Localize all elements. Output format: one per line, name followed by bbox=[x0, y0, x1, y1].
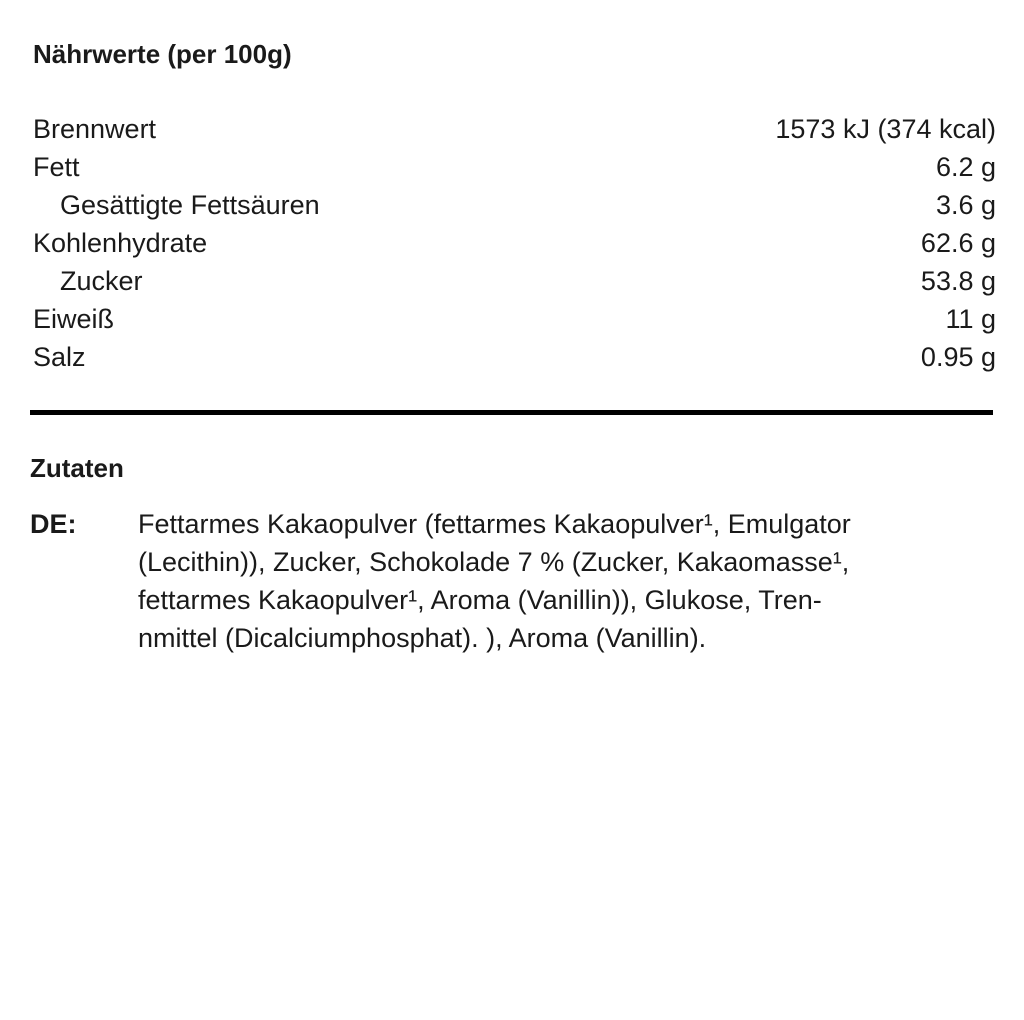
nutrition-row-saturated-fat bbox=[33, 186, 996, 224]
ingredients-text bbox=[138, 505, 990, 657]
nutrition-row-carbohydrates bbox=[33, 224, 996, 262]
nutrition-row-sugar bbox=[33, 262, 996, 300]
nutrition-row-energy bbox=[33, 110, 996, 148]
nutrition-row-fat bbox=[33, 148, 996, 186]
nutrition-value: 53.8 g bbox=[920, 266, 996, 296]
nutrition-table bbox=[33, 110, 996, 376]
nutrition-label: Brennwert bbox=[33, 114, 157, 144]
nutrition-label: Kohlenhydrate bbox=[33, 228, 208, 258]
nutrition-label: Eiweiß bbox=[33, 304, 115, 334]
nutrition-value: 6.2 g bbox=[935, 152, 996, 182]
nutrition-label: Gesättigte Fettsäuren bbox=[60, 190, 320, 220]
nutrition-label: Zucker bbox=[60, 266, 143, 296]
ingredients-language-code: DE: bbox=[30, 509, 77, 539]
nutrition-value: 0.95 g bbox=[920, 342, 996, 372]
nutrition-value: 11 g bbox=[945, 304, 996, 334]
ingredients-line: fettarmes Kakaopulver¹, Aroma (Vanillin)), Glukose, Tren- bbox=[138, 585, 822, 615]
ingredients-line: Fettarmes Kakaopulver (fettarmes Kakaopulver¹, Emulgator bbox=[138, 509, 851, 539]
ingredients-block bbox=[30, 505, 990, 657]
nutrition-title: Nährwerte (per 100g) bbox=[33, 39, 292, 69]
ingredients-title: Zutaten bbox=[30, 453, 124, 483]
nutrition-value: 62.6 g bbox=[920, 228, 996, 258]
section-divider bbox=[30, 410, 993, 415]
ingredients-line: nmittel (Dicalciumphosphat). ), Aroma (Vanillin). bbox=[138, 623, 707, 653]
ingredients-line: (Lecithin)), Zucker, Schokolade 7 % (Zucker, Kakaomasse¹, bbox=[138, 547, 850, 577]
nutrition-label: Salz bbox=[33, 342, 86, 372]
nutrition-row-salt bbox=[33, 338, 996, 376]
nutrition-value: 3.6 g bbox=[935, 190, 996, 220]
nutrition-label: Fett bbox=[33, 152, 80, 182]
nutrition-row-protein bbox=[33, 300, 996, 338]
nutrition-value: 1573 kJ (374 kcal) bbox=[775, 114, 996, 144]
